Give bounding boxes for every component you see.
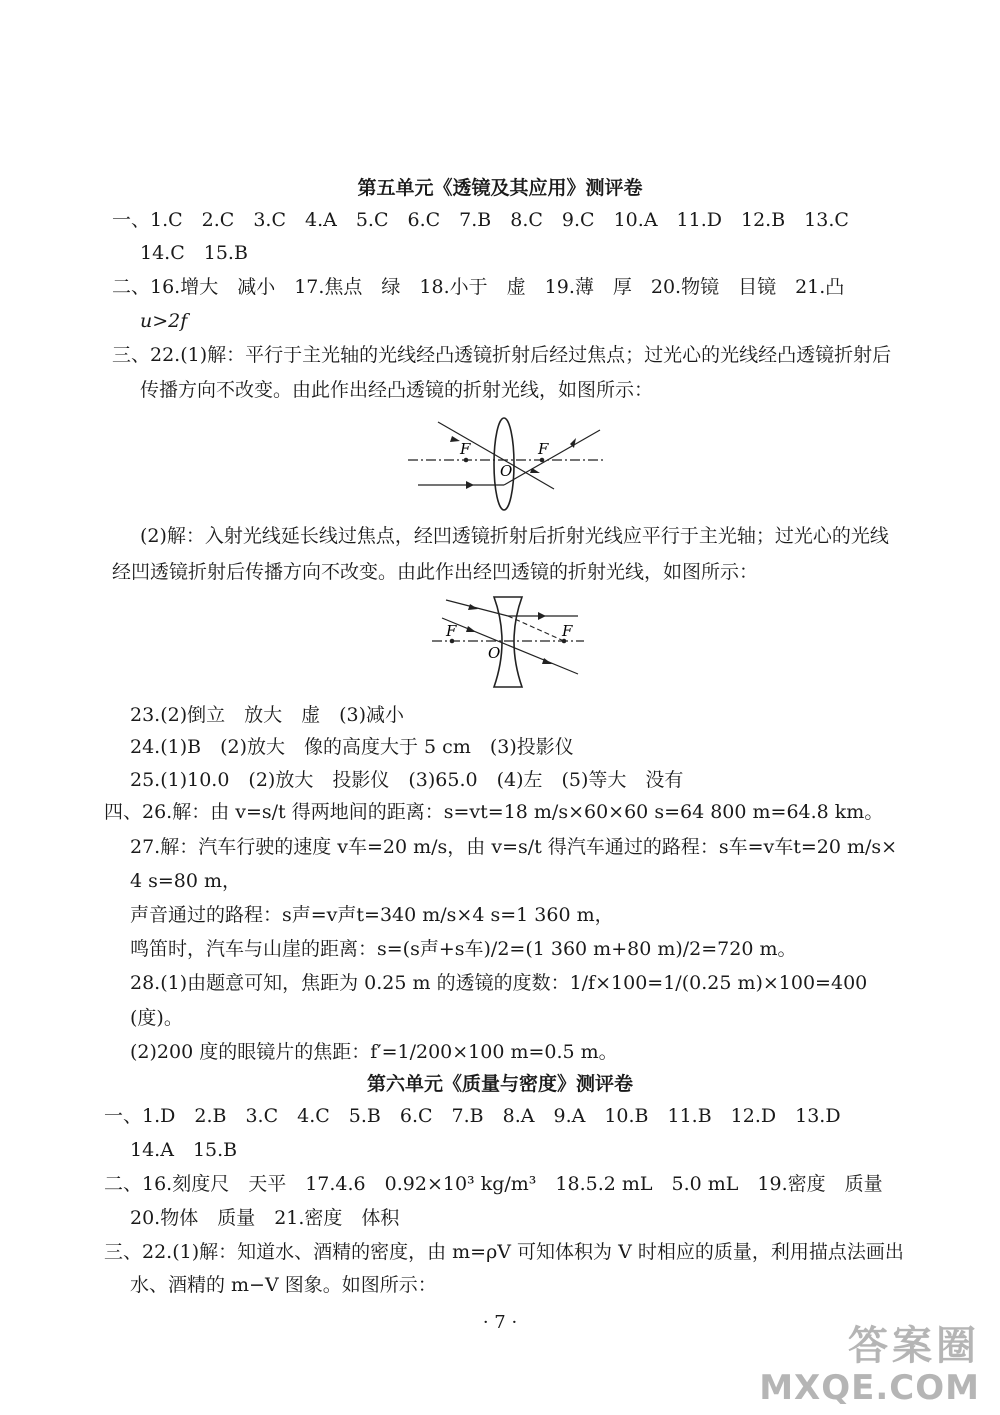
page-number: · 7 · — [482, 1312, 518, 1333]
u5-q27-line1: 27.解：汽车行驶的速度 v车=20 m/s，由 v=s/t 得汽车通过的路程：s车=v车t=20 m/s× — [130, 836, 898, 858]
label-o: O — [500, 462, 513, 480]
u5-q28-line3: (2)200 度的眼镜片的焦距：f′=1/200×100 m=0.5 m。 — [130, 1041, 618, 1063]
u5-fill-line1: 二、16.增大 减小 17.焦点 绿 18.小于 虚 19.薄 厚 20.物镜 目镜 21.凸 — [112, 276, 845, 298]
watermark-url: MXQE.COM — [759, 1368, 980, 1408]
focus-left-dot — [464, 458, 469, 463]
u5-q28-line2: (度)。 — [130, 1007, 183, 1029]
ray-center — [442, 618, 578, 674]
watermark-text: 答案圈 — [848, 1323, 980, 1369]
label-o: O — [488, 644, 501, 662]
label-f-right: F — [538, 440, 549, 458]
u5-q27-line2: 4 s=80 m， — [130, 870, 242, 892]
u6-q22-line1: 三、22.(1)解：知道水、酒精的密度，由 m=ρV 可知体积为 V 时相应的质量，利用描点法画出 — [104, 1241, 904, 1263]
ray-center-in — [438, 422, 504, 460]
unit5-title: 第五单元《透镜及其应用》测评卷 — [357, 177, 643, 199]
watermark — [759, 1323, 980, 1407]
label-f-left: F — [460, 440, 471, 458]
u5-fill-line2: u>2f — [140, 310, 188, 332]
u5-q26: 四、26.解：由 v=s/t 得两地间的距离：s=vt=18 m/s×60×60 s=64 800 m=64.8 km。 — [104, 801, 884, 823]
u6-mc-line2: 14.A 15.B — [130, 1139, 238, 1161]
label-f-right: F — [562, 622, 573, 640]
label-f-left: F — [446, 622, 457, 640]
u5-q27-line3: 声音通过的路程：s声=v声t=340 m/s×4 s=1 360 m， — [130, 904, 614, 926]
ray-parallel-out — [504, 430, 600, 485]
u5-q22-2-line1: (2)解：入射光线延长线过焦点，经凹透镜折射后折射光线应平行于主光轴；过光心的光线 — [140, 525, 889, 547]
u5-q24: 24.(1)B (2)放大 像的高度大于 5 cm (3)投影仪 — [130, 736, 574, 758]
focus-right-dot — [540, 458, 545, 463]
u6-q22-line2: 水、酒精的 m−V 图象。如图所示： — [130, 1274, 437, 1296]
u5-q23: 23.(2)倒立 放大 虚 (3)减小 — [130, 704, 405, 726]
concave-lens — [494, 597, 522, 687]
u5-q25: 25.(1)10.0 (2)放大 投影仪 (3)65.0 (4)左 (5)等大 没有 — [130, 769, 684, 791]
u5-q22-line1: 三、22.(1)解：平行于主光轴的光线经凸透镜折射后经过焦点；过光心的光线经凸透镜折射后 — [112, 344, 892, 366]
u6-fill-line2: 20.物体 质量 21.密度 体积 — [130, 1207, 400, 1229]
u5-q27-line4: 鸣笛时，汽车与山崖的距离：s=(s声+s车)/2=(1 360 m+80 m)/2=720 m。 — [130, 938, 797, 960]
u6-fill-line1: 二、16.刻度尺 天平 17.4.6 0.92×10³ kg/m³ 18.5.2 mL 5.0 mL 19.密度 质量 — [104, 1173, 883, 1195]
u5-q22-2-line2: 经凹透镜折射后传播方向不改变。由此作出经凹透镜的折射光线，如图所示： — [112, 561, 759, 583]
concave-lens-diagram — [428, 594, 588, 692]
u5-mc-line1: 一、1.C 2.C 3.C 4.A 5.C 6.C 7.B 8.C 9.C 10.A 11.D 12.B 13.C — [112, 209, 849, 231]
ray-incident — [446, 600, 508, 616]
u5-q28-line1: 28.(1)由题意可知，焦距为 0.25 m 的透镜的度数：1/f×100=1/(0.25 m)×100=400 — [130, 972, 868, 994]
unit6-title: 第六单元《质量与密度》测评卷 — [366, 1073, 633, 1095]
u6-mc-line1: 一、1.D 2.B 3.C 4.C 5.B 6.C 7.B 8.A 9.A 10.B 11.B 12.D 13.D — [104, 1105, 841, 1127]
u5-mc-line2: 14.C 15.B — [140, 242, 248, 264]
ray-extension — [508, 616, 564, 641]
u5-q22-line2: 传播方向不改变。由此作出经凸透镜的折射光线，如图所示： — [140, 379, 654, 401]
convex-lens-diagram — [404, 416, 610, 514]
